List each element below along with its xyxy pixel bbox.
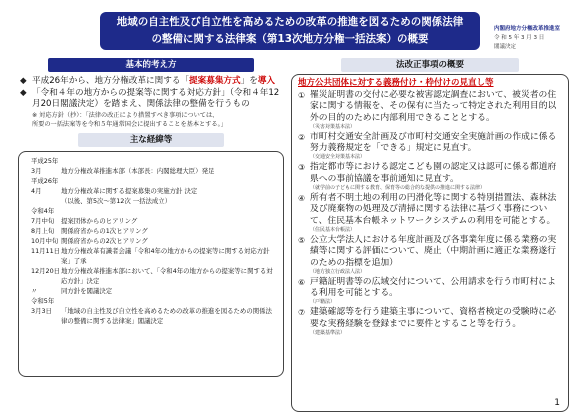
revisions-red-heading: 地方公共団体に対する義務付け・枠付けの見直し等 [298, 78, 494, 88]
history-row [25, 286, 277, 296]
document-title [100, 12, 480, 50]
history-event: 地方分権改革推進本部（本部長：内閣総理大臣）発足 [61, 166, 215, 175]
basic-note-2: 所要の一括法案等を令和５年通常国会に提出することを基本とする。」 [32, 120, 227, 128]
history-date: 4月 [31, 186, 42, 195]
basic-item-2: ◆ 「令和４年の地方からの提案等に関する対応方針」（令和４年12月20日閣議決定）を踏まえ、関係法律の整備を行うもの [20, 87, 280, 109]
history-date: 8月上旬 [31, 226, 55, 235]
revision-text: 公立大学法人における年度計画及び各事業年度に係る業務の実績等に関する評価について、廃止（中期計画に適正な業務遂行のための指標を追加） [310, 234, 557, 268]
revisions-box [291, 74, 569, 412]
history-event: 地方分権改革に関する提案募集の実施方針 決定 [61, 186, 198, 195]
history-date: 7月中旬 [31, 216, 55, 225]
revision-item [298, 132, 562, 162]
history-row [25, 206, 277, 216]
revision-text: 所有者不明土地の利用の円滑化等に関する特別措置法、森林法及び廃棄物の処理及び清掃に関する法律に基づく事務について、住民基本台帳ネットワークシステムの利用を可能とする。 [310, 193, 557, 226]
history-row [25, 166, 277, 176]
revision-text: 建築確認等を行う建築主事について、資格者検定の受験時に必要な実務経験を登録までに要件とすること等を行う。 [310, 307, 556, 329]
history-row [25, 236, 277, 246]
basic-item-1: ◆ 平成26年から、地方分権改革に関する「提案募集方式」を導入 [20, 76, 276, 86]
history-year: 令和4年 [31, 206, 55, 215]
revision-number: ③ [298, 163, 306, 173]
title-line-2: の整備に関する法律案（第13次地方分権一括法案）の概要 [151, 33, 429, 45]
revision-number: ⑤ [298, 235, 306, 245]
revision-text: 市町村交通安全計画及び市町村交通安全実施計画の作成に係る努力義務規定を「できる」規定に見直す。 [310, 131, 557, 154]
revisions-items [298, 90, 562, 337]
history-row [25, 226, 277, 236]
history-row [25, 306, 277, 326]
history-event: 関係府省からの1次ヒアリング [61, 226, 148, 235]
revision-item [298, 307, 562, 337]
history-event: 提案団体からのヒアリング [61, 216, 138, 225]
history-date: 〃 [31, 286, 38, 295]
office-name: 内閣府地方分権改革推進室 [494, 26, 561, 32]
revision-number: ② [298, 132, 306, 142]
revision-number: ⑥ [298, 277, 306, 287]
title-line-1: 地域の自主性及び自立性を高めるための改革の推進を図るための関係法律 [116, 16, 464, 28]
history-heading: 主な経緯等 [78, 133, 224, 147]
history-date: 11月11日 [31, 246, 61, 255]
history-year: 平成26年 [31, 176, 59, 185]
history-event: 同方針を閣議決定 [61, 286, 113, 295]
triangle-bullet-icon: ◆ [20, 87, 27, 98]
revision-item [298, 162, 562, 192]
history-date: 10月中旬 [31, 236, 59, 245]
revision-law: （交通安全対策基本法） [310, 154, 366, 161]
revision-law: （就学前の子どもに関する教育、保育等の総合的な提供の推進に関する法律） [310, 185, 486, 192]
history-row [25, 216, 277, 226]
history-event: 地方分権改革推進本部において、「令和4年の地方からの提案等に関する対応方針」決定 [61, 266, 273, 285]
revisions-heading: 法改正事項の概要 [341, 58, 519, 72]
revision-item [298, 235, 562, 276]
revision-item [298, 193, 562, 234]
revision-number: ④ [298, 194, 306, 204]
history-date: 3月 [31, 166, 42, 175]
revision-number: ⑦ [298, 308, 306, 318]
basic-heading: 基本的考え方 [48, 58, 254, 72]
basic-section [18, 72, 284, 129]
history-row [25, 246, 277, 266]
basic-note-1: ※ 対応方針（抄）：「法律の改正により措置すべき事項については、 [32, 111, 219, 119]
revision-law: （住民基本台帳法） [310, 226, 356, 233]
revision-item [298, 277, 562, 307]
right-column [291, 58, 569, 412]
left-column [18, 58, 284, 377]
revision-item [298, 90, 562, 131]
history-box [18, 151, 284, 377]
revision-law: （建築基準法） [310, 330, 346, 337]
revision-text: 指定都市等における認定こども園の認定又は認可に係る都道府県への事前協議を事前通知に見直す。 [310, 162, 557, 184]
history-row [25, 176, 277, 186]
triangle-bullet-icon: ◆ [20, 76, 27, 86]
history-row [25, 196, 277, 206]
history-year: 平成25年 [31, 156, 59, 165]
office-info [494, 25, 584, 52]
history-year: 令和5年 [31, 296, 55, 305]
office-decision: 閣議決定 [494, 44, 517, 50]
history-event: （以後、第5次～第12次 一括法成立） [61, 196, 172, 205]
history-event: 「地域の自主性及び自立性を高めるための改革の推進を図るための関係法律の整備に関する法律案」閣議決定 [61, 306, 272, 325]
history-date: 3月3日 [31, 306, 52, 315]
revision-law: （地方独立行政法人法） [310, 268, 366, 275]
history-event: 地方分権改革有識者会議「令和4年の地方からの提案等に関する対応方針案」了承 [61, 246, 270, 265]
page-number: 1 [554, 398, 560, 408]
revision-law: （戸籍法） [310, 299, 336, 306]
history-row [25, 296, 277, 306]
revision-text: 罹災証明書の交付に必要な被害認定調査において、被災者の住家に関する情報を、その保有に当たって特定された利用目的以外の目的のために内部利用できることとする。 [310, 90, 557, 123]
revision-law: （災害対策基本法） [310, 123, 356, 130]
history-date: 12月20日 [31, 266, 61, 275]
history-row [25, 156, 277, 166]
office-date: 令 和 5 年 3 月 3 日 [494, 35, 545, 41]
history-event: 関係府省からの2次ヒアリング [61, 236, 148, 245]
history-row [25, 186, 277, 196]
revision-number: ① [298, 91, 306, 100]
revision-text: 戸籍証明書等の広域交付について、公用請求を行う市町村による利用を可能とする。 [310, 276, 556, 299]
history-row [25, 266, 277, 286]
